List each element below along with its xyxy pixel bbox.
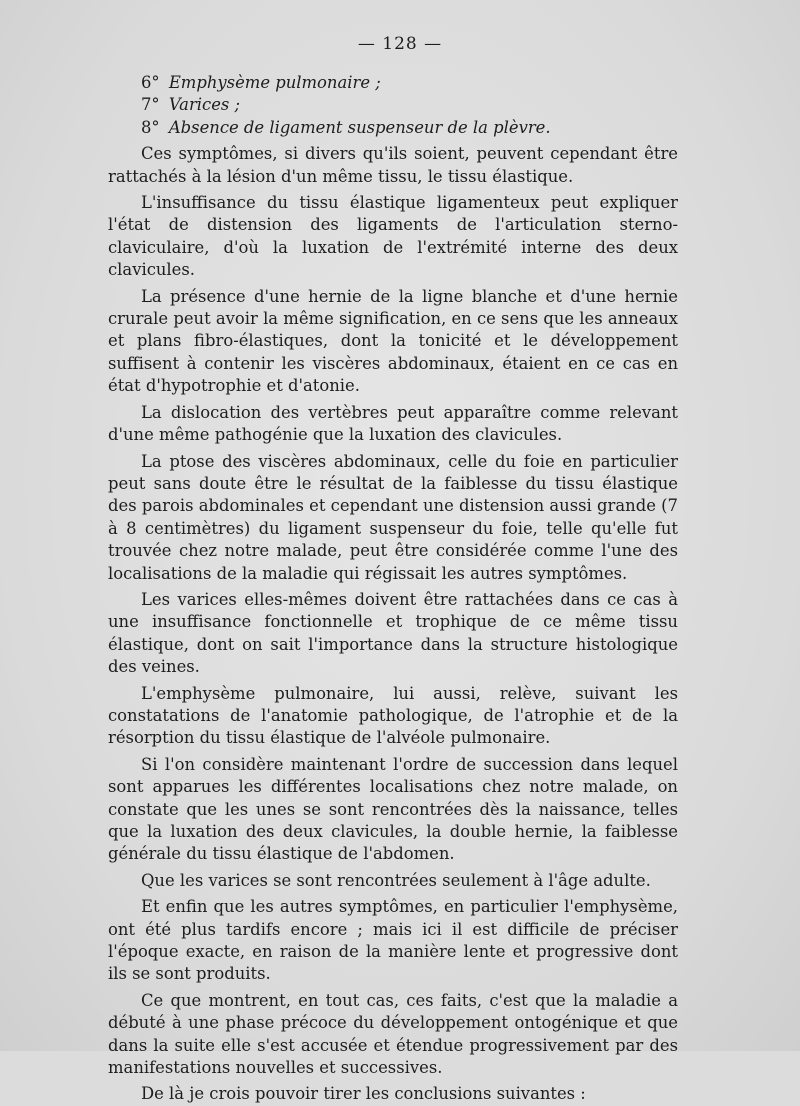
list-item-number: 8° (141, 117, 160, 137)
list-item (141, 94, 678, 116)
paragraph: L'insuffisance du tissu élastique ligamenteux peut expliquer l'état de distension des ligaments de l'articulation sterno-claviculaire, d'où la luxation de l'extrémité interne des deux clavicules. (108, 193, 678, 280)
paragraph: Que les varices se sont rencontrées seulement à l'âge adulte. (141, 870, 651, 890)
list-item-number: 7° (141, 95, 160, 115)
list-item (141, 72, 678, 94)
paragraph: De là je crois pouvoir tirer les conclusions suivantes : (141, 1084, 586, 1104)
paragraph: Ce que montrent, en tout cas, ces faits, c'est que la maladie a débuté à une phase précoce du développement ontogénique et que dans la suite elle s'est accusée et étendue progressivement par des manifestations nouvelles et successives. (108, 990, 678, 1078)
list-item-number: 6° (141, 73, 160, 92)
paragraph: Les varices elles-mêmes doivent être rattachées dans ce cas à une insuffisance fonctionnelle et trophique de ce même tissu élastique, dont on sait l'importance dans la structure histologique des veines. (108, 589, 678, 677)
list-item-text: Absence de ligament suspenseur de la plèvre. (168, 117, 551, 137)
paragraph: La présence d'une hernie de la ligne blanche et d'une hernie crurale peut avoir la même signification, en ce sens que les anneaux et plans fibro-élastiques, dont la tonicité et le développement suffisent à contenir les viscères abdominaux, étaient en ce cas en état d'hypotrophie et d'atonie. (108, 286, 679, 396)
list-item-text: Varices ; (168, 95, 241, 115)
body-text (108, 72, 678, 1106)
page-number: — 128 — (357, 34, 443, 54)
paragraph: L'emphysème pulmonaire, lui aussi, relève, suivant les constatations de l'anatomie pathologique, de l'atrophie et de la résorption du tissu élastique de l'alvéole pulmonaire. (108, 683, 678, 748)
paragraph: La dislocation des vertèbres peut apparaître comme relevant d'une même pathogénie que la luxation des clavicules. (108, 402, 678, 445)
paragraph: Si l'on considère maintenant l'ordre de succession dans lequel sont apparues les différentes localisations chez notre malade, on constate que les unes se sont rencontrées dès la naissance, telles que la luxation des deux clavicules, la double hernie, la faiblesse générale du tissu élastique de l'abdomen. (108, 754, 678, 864)
paragraph: La ptose des viscères abdominaux, celle du foie en particulier peut sans doute être le résultat de la faiblesse du tissu élastique des parois abdominales et cependant une distension aussi grande (7 à 8 centimètres) du ligament suspenseur du foie, telle qu'elle fut trouvée chez notre malade, peut être considérée comme l'une des localisations de la maladie qui régissait les autres symptômes. (108, 451, 678, 583)
paragraph: Ces symptômes, si divers qu'ils soient, peuvent cependant être rattachés à la lésion d'un même tissu, le tissu élastique. (108, 144, 678, 186)
paragraph: Et enfin que les autres symptômes, en particulier l'emphysème, ont été plus tardifs encore ; mais ici il est difficile de préciser l'époque exacte, en raison de la manière lente et progressive dont ils se sont produits. (108, 897, 678, 984)
list-item-text: Emphysème pulmonaire ; (168, 73, 381, 92)
list-item (141, 117, 678, 139)
